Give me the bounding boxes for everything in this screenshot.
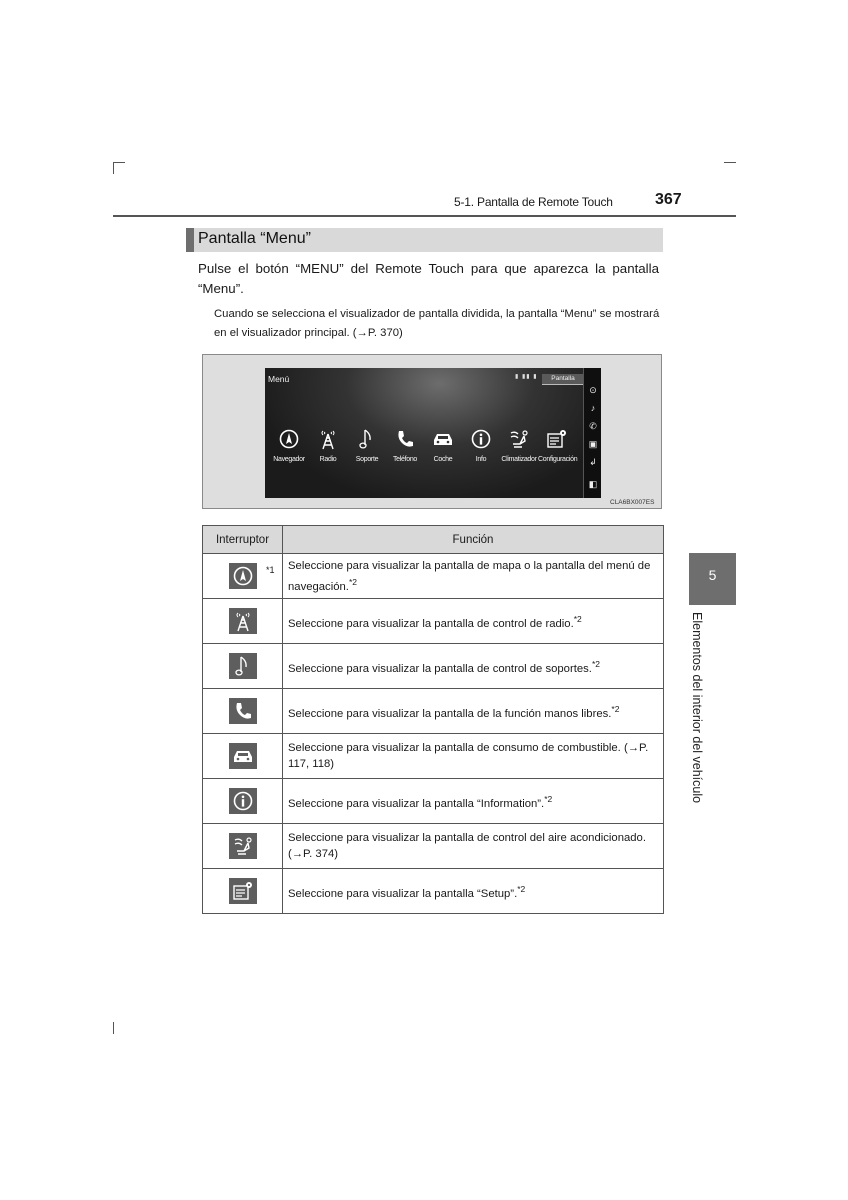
- footnote-mark: *1: [266, 565, 275, 575]
- table-row: [203, 644, 664, 689]
- figure-code: CLA6BX007ES: [610, 499, 655, 506]
- table-row: [203, 689, 664, 734]
- page-number: 367: [655, 191, 682, 208]
- row-text: Seleccione para visualizar la pantalla “Information”.: [288, 797, 545, 810]
- climate-icon: ↲: [589, 457, 597, 467]
- climate-icon: [229, 833, 257, 859]
- header-function: Función: [283, 526, 664, 554]
- row-text: Seleccione para visualizar la pantalla de control de soportes.: [288, 662, 592, 675]
- menu-item-navegador: Navegador: [270, 428, 308, 463]
- footnote-ref: *2: [573, 613, 582, 624]
- table-row: [203, 734, 664, 779]
- section-title-accent: [186, 228, 194, 252]
- radio-tower-icon: [229, 608, 257, 634]
- car-icon: [229, 743, 257, 769]
- phone-icon: [229, 698, 257, 724]
- crop-mark: [113, 162, 114, 174]
- menu-item-radio: Radio: [309, 428, 347, 463]
- split-screen-icon: ◧: [588, 479, 598, 489]
- menu-item-info: Info: [462, 428, 500, 463]
- table-row: [203, 824, 664, 869]
- setup-icon: [544, 428, 570, 450]
- music-note-icon: [229, 653, 257, 679]
- row-text: Seleccione para visualizar la pantalla de consumo de combustible. (→P. 117, 118): [288, 742, 649, 770]
- chapter-tab: 5: [689, 553, 736, 605]
- header-switch: Interruptor: [203, 526, 283, 554]
- music-note-icon: [354, 428, 380, 450]
- menu-screen-illustration: [265, 368, 601, 498]
- row-text: Seleccione para visualizar la pantalla de la función manos libres.: [288, 707, 612, 720]
- radio-tower-icon: [315, 428, 341, 450]
- info-icon: [468, 428, 494, 450]
- info-icon: [229, 788, 257, 814]
- phone-icon: ✆: [589, 421, 597, 431]
- section-title: Pantalla “Menu”: [198, 230, 311, 247]
- running-header: 5-1. Pantalla de Remote Touch: [454, 195, 613, 209]
- footnote-ref: *2: [544, 793, 553, 804]
- screen-sidebar: [583, 368, 601, 498]
- footnote-ref: *2: [591, 658, 600, 669]
- screen-tab: Pantalla: [542, 374, 584, 385]
- footnote-ref: *2: [517, 883, 526, 894]
- navigation-icon: [229, 563, 257, 589]
- footnote-ref: *2: [611, 703, 620, 714]
- phone-icon: [392, 428, 418, 450]
- row-text: Seleccione para visualizar la pantalla “Setup”.: [288, 887, 518, 900]
- screen-title: Menú: [268, 374, 290, 384]
- menu-item-climatizador: Climatizador: [500, 428, 538, 463]
- menu-item-telefono: Teléfono: [386, 428, 424, 463]
- navigation-icon: [276, 428, 302, 450]
- setup-icon: [229, 878, 257, 904]
- music-note-icon: ♪: [590, 403, 596, 413]
- table-row: [203, 554, 664, 599]
- menu-item-configuracion: Configuración: [538, 428, 576, 463]
- screen-icon: ▣: [588, 439, 598, 449]
- crop-mark: [113, 162, 125, 163]
- function-table: [202, 525, 664, 914]
- note-paragraph: Cuando se selecciona el visualizador de pantalla dividida, la pantalla “Menu” se mostrará en el visualizador principal. (→P. 370): [214, 308, 660, 339]
- climate-icon: [506, 428, 532, 450]
- chapter-title: Elementos del interior del vehículo: [690, 612, 704, 804]
- car-icon: [430, 428, 456, 450]
- table-row: [203, 599, 664, 644]
- row-text: Seleccione para visualizar la pantalla de control del aire acondicionado. (→P. 374): [288, 832, 646, 860]
- status-icons: ▮ ▮▮ ▮: [515, 374, 538, 380]
- crop-mark: [113, 1022, 114, 1034]
- row-text: Seleccione para visualizar la pantalla de mapa o la pantalla del menú de navegación.: [288, 559, 651, 593]
- navigation-icon: ⊙: [589, 385, 597, 395]
- table-row: [203, 779, 664, 824]
- header-rule: [113, 215, 736, 217]
- crop-mark: [724, 162, 736, 163]
- intro-paragraph: Pulse el botón “MENU” del Remote Touch para que aparezca la pantalla “Menu”.: [198, 261, 659, 296]
- menu-item-soporte: Soporte: [348, 428, 386, 463]
- table-row: [203, 869, 664, 914]
- footnote-ref: *2: [348, 576, 357, 587]
- row-text: Seleccione para visualizar la pantalla de control de radio.: [288, 617, 574, 630]
- menu-item-coche: Coche: [424, 428, 462, 463]
